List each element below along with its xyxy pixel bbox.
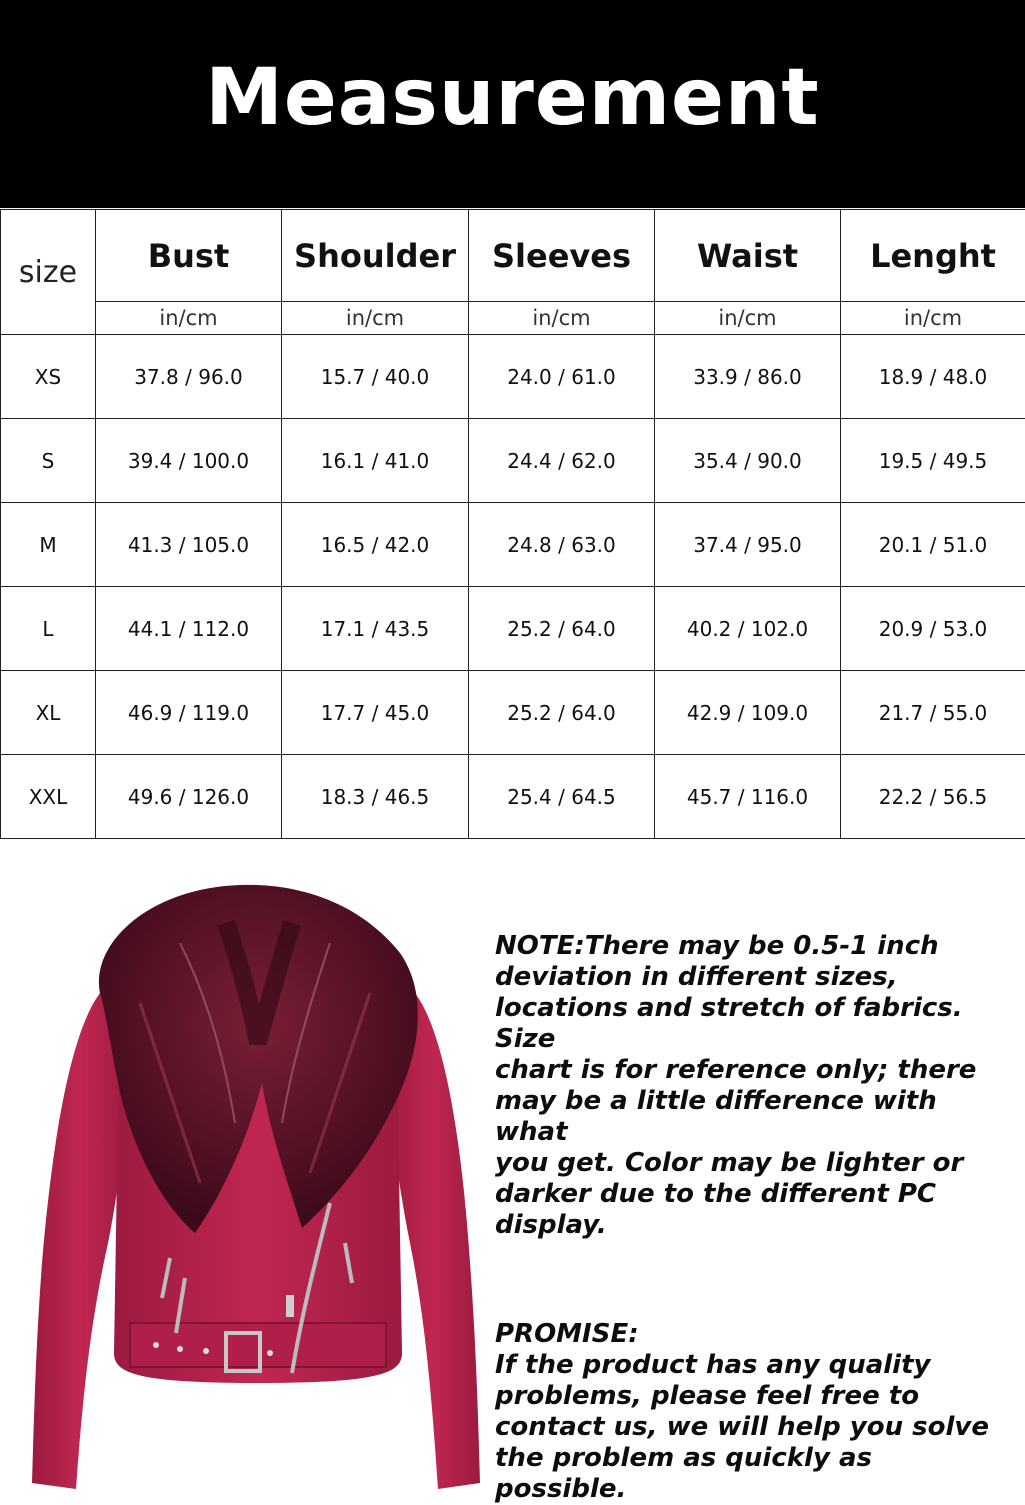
size-chart-table bbox=[0, 209, 1025, 839]
table-cell: 44.1 / 112.0 bbox=[96, 587, 282, 671]
table-cell: 19.5 / 49.5 bbox=[841, 419, 1025, 503]
table-cell: 16.1 / 41.0 bbox=[282, 419, 469, 503]
jacket-image bbox=[30, 883, 485, 1493]
table-cell: 37.4 / 95.0 bbox=[655, 503, 841, 587]
table-cell: 18.3 / 46.5 bbox=[282, 755, 469, 839]
size-label: L bbox=[1, 587, 96, 671]
page-title: Measurement bbox=[205, 53, 819, 155]
table-cell: 33.9 / 86.0 bbox=[655, 335, 841, 419]
table-cell: 22.2 / 56.5 bbox=[841, 755, 1025, 839]
table-cell: 16.5 / 42.0 bbox=[282, 503, 469, 587]
table-cell: 42.9 / 109.0 bbox=[655, 671, 841, 755]
unit-label: in/cm bbox=[655, 302, 841, 335]
size-label: XXL bbox=[1, 755, 96, 839]
unit-label: in/cm bbox=[96, 302, 282, 335]
table-cell: 18.9 / 48.0 bbox=[841, 335, 1025, 419]
column-header-sleeves: Sleeves bbox=[469, 210, 655, 302]
column-header-waist: Waist bbox=[655, 210, 841, 302]
size-label: XS bbox=[1, 335, 96, 419]
table-cell: 45.7 / 116.0 bbox=[655, 755, 841, 839]
table-cell: 21.7 / 55.0 bbox=[841, 671, 1025, 755]
table-row bbox=[1, 755, 1025, 839]
table-cell: 41.3 / 105.0 bbox=[96, 503, 282, 587]
notes-panel bbox=[495, 931, 1005, 1505]
table-cell: 24.8 / 63.0 bbox=[469, 503, 655, 587]
table-cell: 20.1 / 51.0 bbox=[841, 503, 1025, 587]
table-cell: 15.7 / 40.0 bbox=[282, 335, 469, 419]
table-row bbox=[1, 419, 1025, 503]
table-unit-row bbox=[1, 302, 1025, 335]
table-cell: 20.9 / 53.0 bbox=[841, 587, 1025, 671]
promise-heading: PROMISE: bbox=[495, 1319, 1005, 1350]
size-column-header: size bbox=[1, 210, 96, 335]
header-banner bbox=[0, 0, 1025, 208]
table-cell: 49.6 / 126.0 bbox=[96, 755, 282, 839]
table-row bbox=[1, 587, 1025, 671]
table-cell: 39.4 / 100.0 bbox=[96, 419, 282, 503]
table-cell: 17.7 / 45.0 bbox=[282, 671, 469, 755]
table-cell: 46.9 / 119.0 bbox=[96, 671, 282, 755]
table-cell: 24.0 / 61.0 bbox=[469, 335, 655, 419]
product-info-section bbox=[0, 843, 1025, 1500]
column-header-length: Lenght bbox=[841, 210, 1025, 302]
table-cell: 24.4 / 62.0 bbox=[469, 419, 655, 503]
table-cell: 25.4 / 64.5 bbox=[469, 755, 655, 839]
unit-label: in/cm bbox=[469, 302, 655, 335]
table-cell: 35.4 / 90.0 bbox=[655, 419, 841, 503]
size-label: M bbox=[1, 503, 96, 587]
size-label: S bbox=[1, 419, 96, 503]
promise-text: If the product has any quality problems, please feel free to contact us, we will help you solve the problem as quickly as possible. bbox=[495, 1350, 1005, 1505]
size-note-text: NOTE:There may be 0.5-1 inch deviation in different sizes, locations and stretch of fabrics. Size chart is for reference only; there may be a little difference with what you get. Color may be lighter or darker due to the different PC display. bbox=[495, 931, 1005, 1241]
table-header-row bbox=[1, 210, 1025, 302]
table-cell: 40.2 / 102.0 bbox=[655, 587, 841, 671]
unit-label: in/cm bbox=[282, 302, 469, 335]
unit-label: in/cm bbox=[841, 302, 1025, 335]
table-cell: 25.2 / 64.0 bbox=[469, 587, 655, 671]
table-cell: 37.8 / 96.0 bbox=[96, 335, 282, 419]
table-row bbox=[1, 671, 1025, 755]
column-header-shoulder: Shoulder bbox=[282, 210, 469, 302]
table-row bbox=[1, 335, 1025, 419]
column-header-bust: Bust bbox=[96, 210, 282, 302]
table-row bbox=[1, 503, 1025, 587]
table-cell: 17.1 / 43.5 bbox=[282, 587, 469, 671]
table-cell: 25.2 / 64.0 bbox=[469, 671, 655, 755]
size-label: XL bbox=[1, 671, 96, 755]
jacket-icon bbox=[30, 883, 485, 1493]
